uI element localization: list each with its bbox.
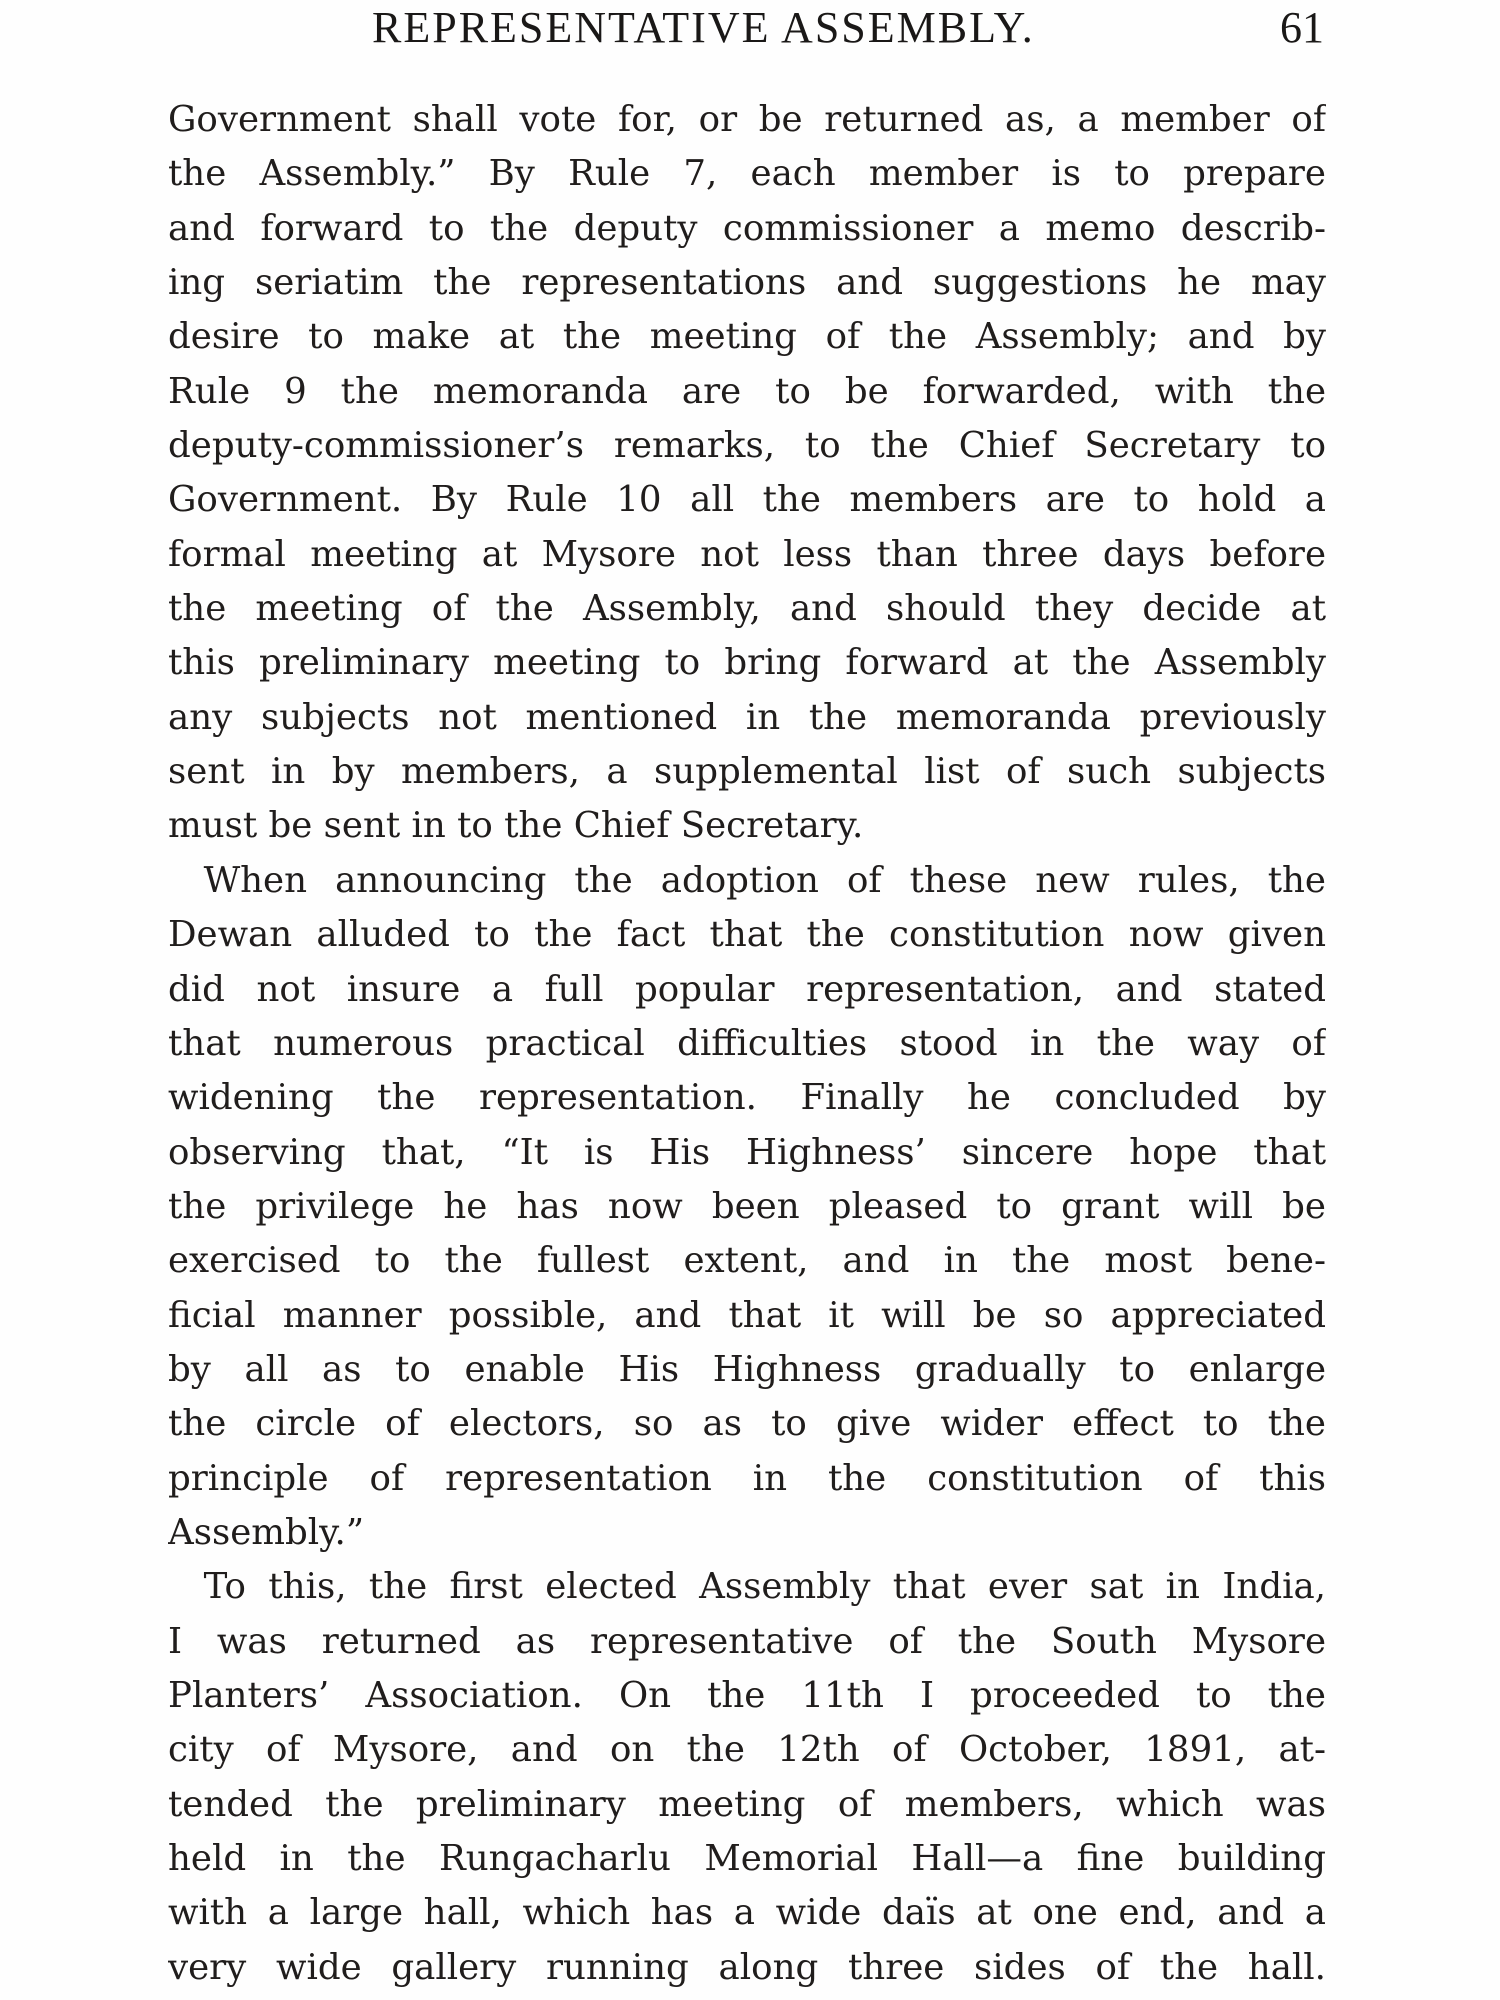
text-line: ing seriatim the representations and suggestions he may <box>168 262 1326 304</box>
text-line: Government shall vote for, or be returned as, a member of <box>168 99 1326 140</box>
text-line: the Assembly.” By Rule 7, each member is to prepare <box>168 153 1326 195</box>
text-line: any subjects not mentioned in the memoranda previously <box>168 696 1326 738</box>
text-line: Government. By Rule 10 all the members are to hold a <box>168 479 1326 521</box>
text-line: with a large hall, which has a wide daïs at one end, and a <box>168 1892 1326 1934</box>
text-line: that numerous practical difficulties stood in the way of <box>168 1022 1326 1064</box>
text-line: Assembly.” <box>168 1511 365 1553</box>
text-line: When announcing the adoption of these new rules, the <box>168 859 1326 901</box>
text-line: ficial manner possible, and that it will be so appreciated <box>168 1294 1326 1336</box>
text-line: must be sent in to the Chief Secretary. <box>168 805 864 847</box>
text-line: formal meeting at Mysore not less than three days before <box>168 533 1326 575</box>
text-line: deputy-commissioner’s remarks, to the Chief Secretary to <box>168 425 1326 467</box>
text-line: this preliminary meeting to bring forward at the Assembly <box>168 642 1326 684</box>
running-head: REPRESENTATIVE ASSEMBLY. <box>372 3 1035 52</box>
text-line: did not insure a full popular representation, and stated <box>168 968 1326 1010</box>
text-line: observing that, “It is His Highness’ sincere hope that <box>168 1131 1326 1173</box>
text-line: To this, the first elected Assembly that ever sat in India, <box>168 1566 1326 1608</box>
text-line: principle of representation in the constitution of this <box>168 1457 1326 1499</box>
text-line: desire to make at the meeting of the Assembly; and by <box>168 316 1326 358</box>
page-number: 61 <box>1280 3 1324 52</box>
text-line: tended the preliminary meeting of members, which was <box>168 1783 1326 1825</box>
text-line: sent in by members, a supplemental list of such subjects <box>168 751 1326 793</box>
text-line: and forward to the deputy commissioner a memo describ- <box>168 207 1326 249</box>
text-line: very wide gallery running along three sides of the hall. <box>168 1946 1326 1988</box>
text-line: held in the Rungacharlu Memorial Hall—a fine building <box>168 1838 1326 1879</box>
body-text <box>168 93 1326 1995</box>
text-line: exercised to the fullest extent, and in the most bene- <box>168 1240 1326 1282</box>
text-line: city of Mysore, and on the 12th of October, 1891, at- <box>168 1729 1326 1771</box>
text-line: Rule 9 the memoranda are to be forwarded, with the <box>168 370 1326 412</box>
text-line: I was returned as representative of the South Mysore <box>168 1620 1326 1662</box>
text-line: by all as to enable His Highness gradually to enlarge <box>168 1348 1326 1390</box>
text-line: the privilege he has now been pleased to grant will be <box>168 1185 1326 1227</box>
text-line: Dewan alluded to the fact that the constitution now given <box>168 914 1326 956</box>
text-line: the meeting of the Assembly, and should they decide at <box>168 588 1326 630</box>
text-line: widening the representation. Finally he concluded by <box>168 1077 1326 1119</box>
text-line: Planters’ Association. On the 11th I proceeded to the <box>168 1674 1326 1716</box>
text-line: the circle of electors, so as to give wider effect to the <box>168 1403 1326 1445</box>
